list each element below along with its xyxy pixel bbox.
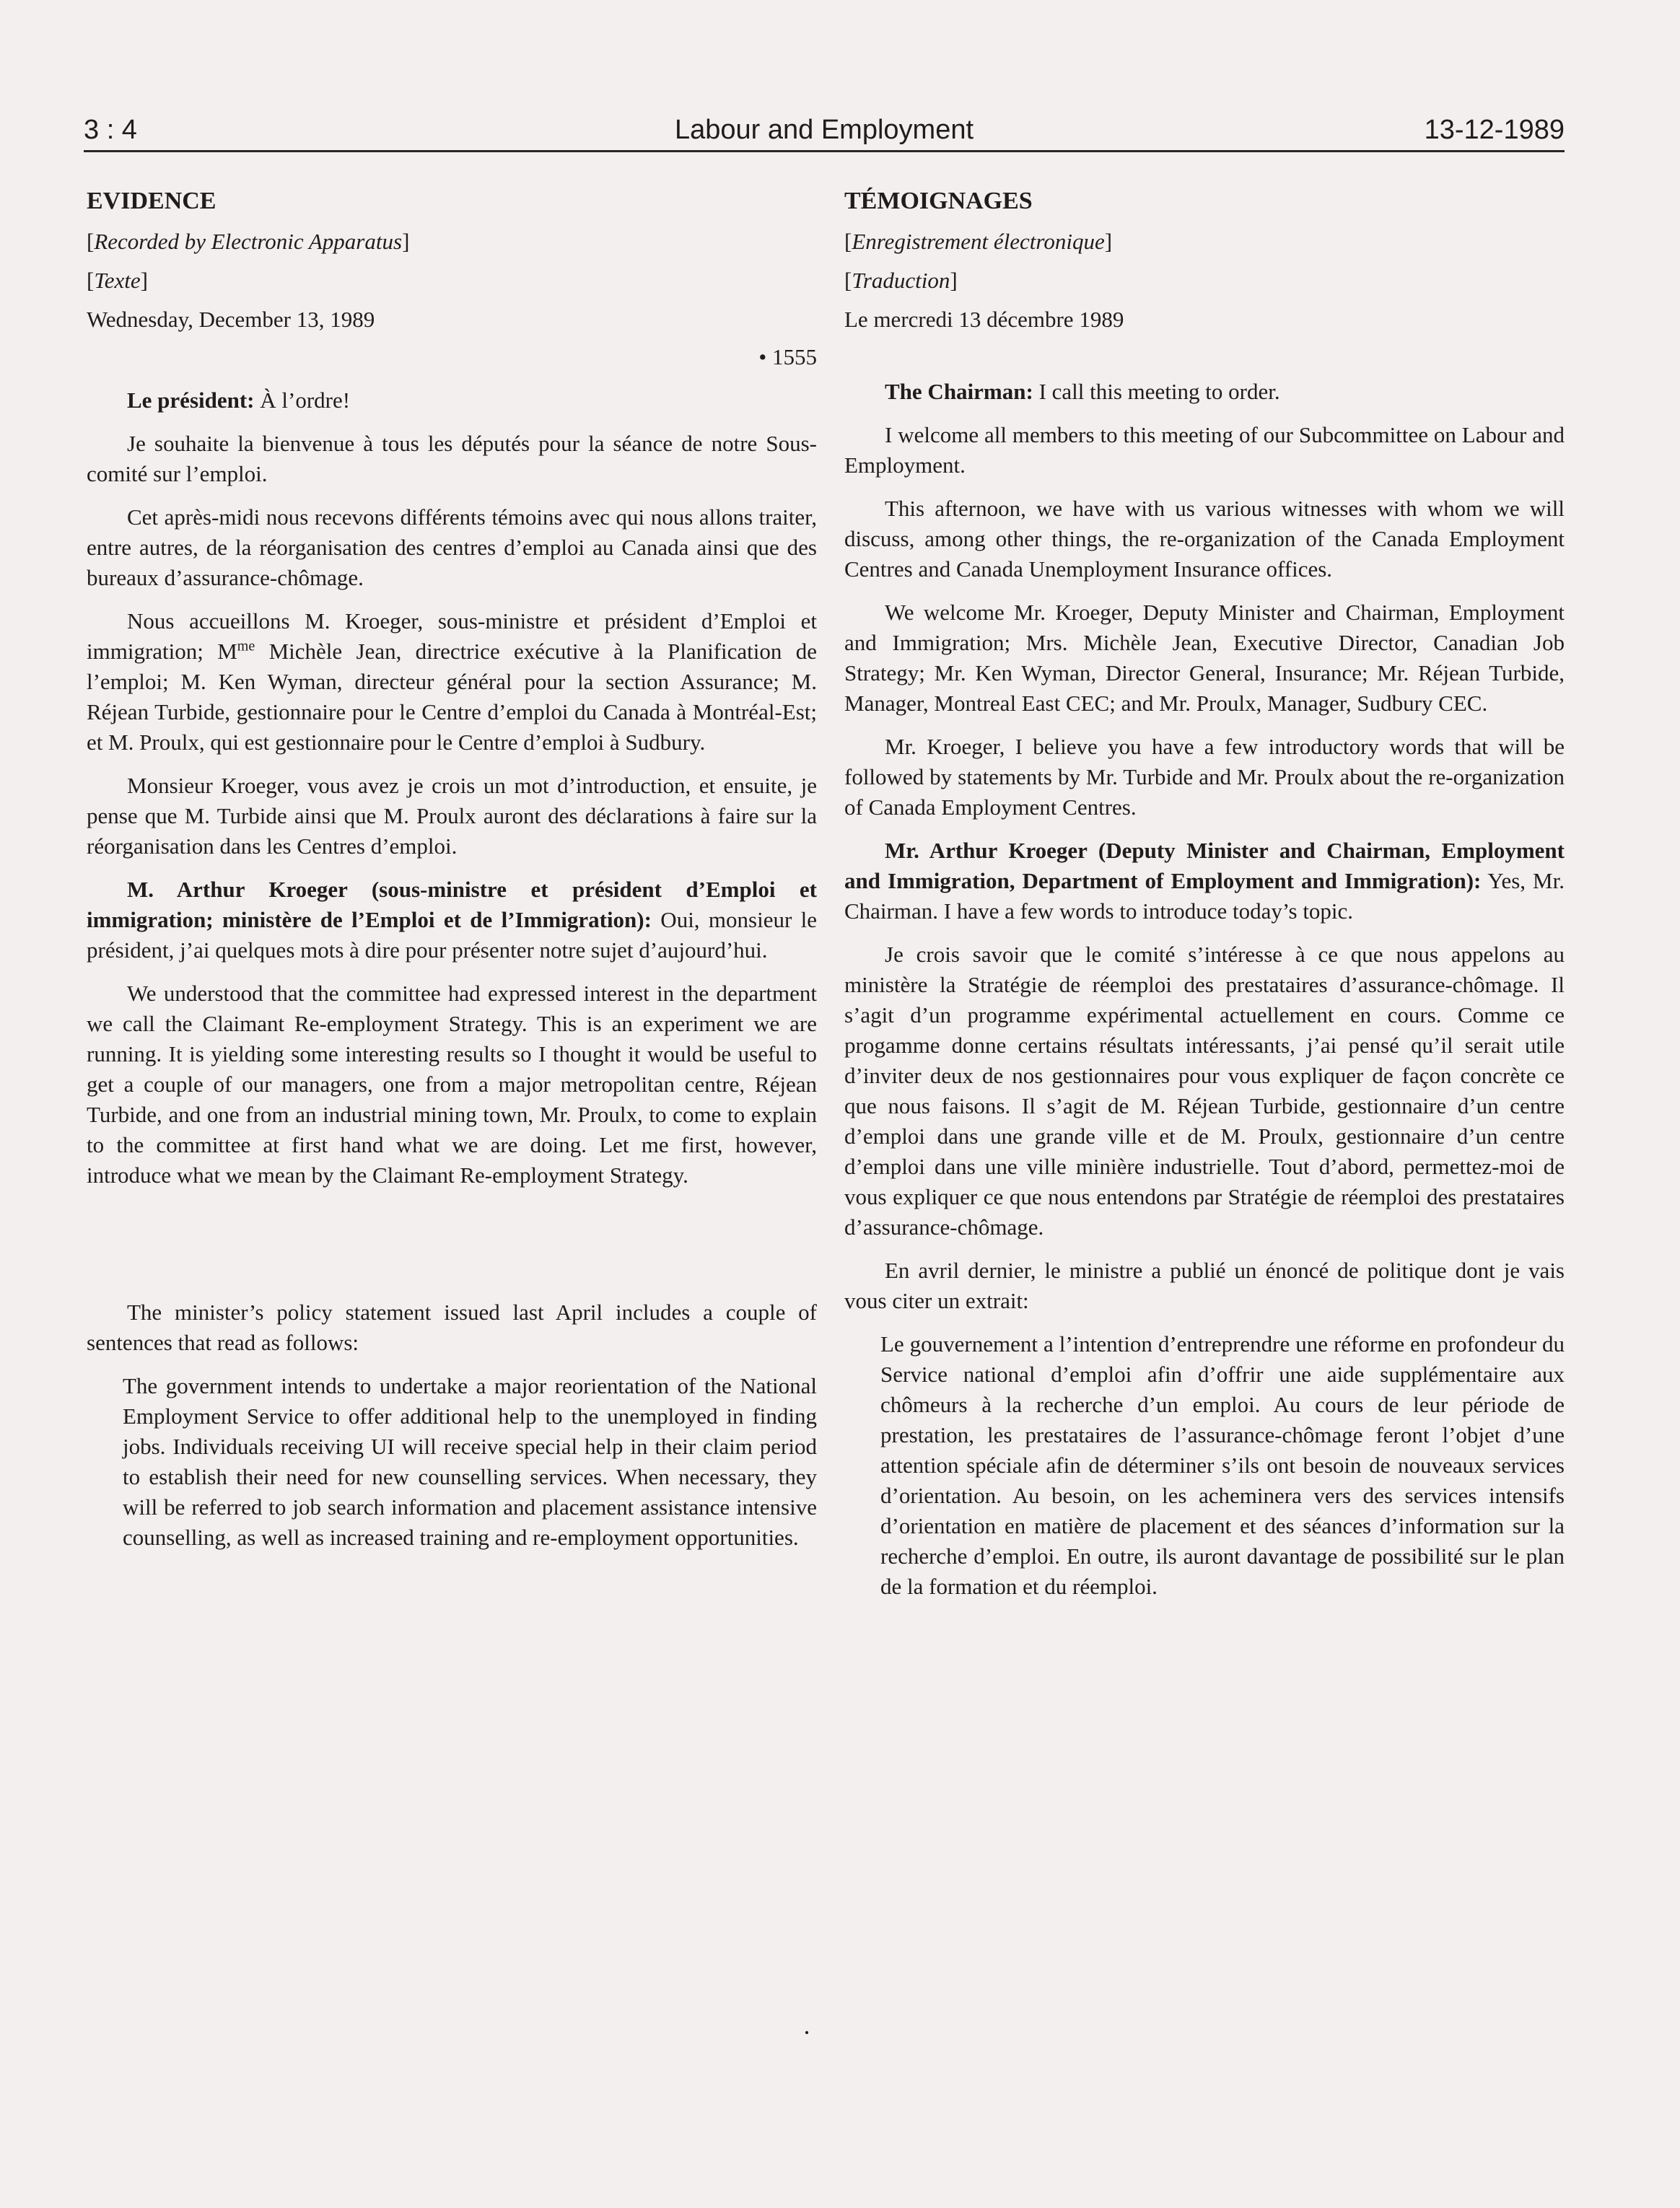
recording-note-text: Enregistrement électronique bbox=[852, 229, 1105, 254]
speech-text: Oui, monsieur le président, j’ai quelques mots à dire pour présenter notre sujet d’aujourd’hui. bbox=[87, 907, 817, 963]
timestamp: • 1555 bbox=[758, 344, 817, 369]
paragraph: En avril dernier, le ministre a publié un énoncé de politique dont je vais vous citer un extrait: bbox=[844, 1258, 1565, 1313]
paragraph: We understood that the committee had expressed interest in the department we call the Claimant Re-employment Strategy. This is an experiment we are running. It is yielding some interesting results so I thought it would be useful to get a couple of our managers, one from a major metropolitan centre, Réjean Turbide, and one from an industrial mining town, Mr. Proulx, to come to explain to the committee at first hand what we are doing. Let me first, however, introduce what we mean by the Claimant Re-employment Strategy. bbox=[87, 981, 817, 1188]
paragraph bbox=[87, 606, 817, 758]
english-column bbox=[87, 182, 817, 1553]
paragraph bbox=[844, 836, 1565, 926]
paragraph: Je souhaite la bienvenue à tous les députés pour la séance de notre Sous-comité sur l’emploi. bbox=[87, 431, 817, 486]
block-quote: The government intends to undertake a major reorientation of the National Employment Service to offer additional help to the unemployed in finding jobs. Individuals receiving UI will receive special help in their claim period to establish their need for new counselling services. When necessary, they will be referred to job search information and placement assistance intensive counselling, as well as increased training and re-employment opportunities. bbox=[123, 1373, 817, 1550]
speech-text: Nous accueillons M. Kroeger, sous-ministre et président d’Emploi et immigration; M bbox=[87, 608, 817, 664]
french-column bbox=[844, 182, 1565, 1602]
recording-note: [Recorded by Electronic Apparatus] bbox=[87, 229, 410, 254]
paragraph: Cet après-midi nous recevons différents témoins avec qui nous allons traiter, entre autres, de la réorganisation des centres d’emploi au Canada ainsi que des bureaux d’assurance-chômage. bbox=[87, 504, 817, 590]
paragraph: I welcome all members to this meeting of our Subcommittee on Labour and Employment. bbox=[844, 422, 1565, 478]
paragraph bbox=[87, 875, 817, 965]
paragraph: Je crois savoir que le comité s’intéresse à ce que nous appelons au ministère la Stratégie de réemploi des prestataires d’assurance-chômage. Il s’agit d’un programme expérimental actuellement en cours. Comme ce progamme donne certains résultats intéressants, j’ai pensé qu’il serait utile d’inviter deux de nos gestionnaires pour vous expliquer de façon concrète ce que nous faisons. Il s’agit de M. Réjean Turbide, gestionnaire d’un centre d’emploi dans une grande ville et de M. Proulx, gestionnaire d’un centre d’emploi dans une ville minière industrielle. Tout d’abord, permettez-moi de vous expliquer ce que nous entendons par Stratégie de réemploi des prestataires d’assurance-chômage. bbox=[844, 942, 1565, 1240]
speech-text: Michèle Jean, directrice exécutive à la Planification de l’emploi; M. Ken Wyman, directeur général pour la section Assurance; M. Réjean Turbide, gestionnaire pour le Centre d’emploi du Canada à Montréal-Est; et M. Proulx, qui est gestionnaire pour le Centre d’emploi à Sudbury. bbox=[87, 639, 818, 755]
speaker-label: Mr. Arthur Kroeger (Deputy Minister and Chairman, Employment and Immigration, Department of Employment and Immigration): bbox=[844, 838, 1565, 893]
speech-text: Yes, Mr. Chairman. I have a few words to introduce today’s topic. bbox=[844, 868, 1565, 924]
text-note: [Texte] bbox=[87, 268, 148, 293]
page-number: 3 : 4 bbox=[84, 115, 137, 145]
page-mark: · bbox=[802, 2018, 811, 2047]
paragraph: The minister’s policy statement issued last April includes a couple of sentences that read as follows: bbox=[87, 1300, 817, 1355]
header-title: Labour and Employment bbox=[674, 115, 974, 145]
running-header bbox=[84, 113, 1565, 152]
speech-text: À l’ordre! bbox=[260, 387, 351, 413]
speech-text: I call this meeting to order. bbox=[1033, 379, 1280, 404]
paragraph: Mr. Kroeger, I believe you have a few introductory words that will be followed by statements by Mr. Turbide and Mr. Proulx about the re-organization of Canada Employment Centres. bbox=[844, 734, 1565, 820]
text-note-label: Traduction bbox=[852, 268, 950, 293]
paragraph: This afternoon, we have with us various witnesses with whom we will discuss, among other things, the re-organization of the Canada Employment Centres and Canada Unemployment Insurance offices. bbox=[844, 496, 1565, 582]
section-title: TÉMOIGNAGES bbox=[844, 188, 1033, 214]
text-note: [Traduction] bbox=[844, 268, 958, 293]
session-date: Le mercredi 13 décembre 1989 bbox=[844, 307, 1124, 332]
block-quote: Le gouvernement a l’intention d’entreprendre une réforme en profondeur du Service national d’emploi afin d’offrir une aide supplémentaire aux chômeurs à la recherche d’un emploi. Au cours de leur période de prestation, les prestataires de l’assurance-chômage feront l’objet d’une attention spéciale afin de déterminer s’ils ont besoin de nouveaux services d’orientation. Au besoin, on les acheminera vers des services intensifs d’orientation en matière de placement et des séances d’information sur la recherche d’emploi. En outre, ils auront davantage de possibilité sur le plan de la formation et du réemploi. bbox=[880, 1331, 1565, 1599]
speaker-label: The Chairman: bbox=[885, 379, 1033, 404]
recording-note-text: Recorded by Electronic Apparatus bbox=[94, 229, 403, 254]
recording-note: [Enregistrement électronique] bbox=[844, 229, 1113, 254]
paragraph: Monsieur Kroeger, vous avez je crois un mot d’introduction, et ensuite, je pense que M. Turbide ainsi que M. Proulx auront des déclarations à faire sur la réorganisation dans les Centres d’emploi. bbox=[87, 773, 817, 859]
paragraph bbox=[844, 377, 1565, 407]
speaker-label: M. Arthur Kroeger (sous-ministre et président d’Emploi et immigration; ministère de l’Emploi et de l’Immigration): bbox=[87, 877, 817, 932]
session-date: Wednesday, December 13, 1989 bbox=[87, 307, 375, 332]
superscript: me bbox=[237, 638, 255, 654]
header-date: 13-12-1989 bbox=[1424, 115, 1565, 145]
paragraph bbox=[87, 385, 817, 416]
speaker-label: Le président: bbox=[127, 387, 255, 413]
paragraph: We welcome Mr. Kroeger, Deputy Minister and Chairman, Employment and Immigration; Mrs. Michèle Jean, Executive Director, Canadian Job Strategy; Mr. Ken Wyman, Director General, Insurance; Mr. Réjean Turbide, Manager, Montreal East CEC; and Mr. Proulx, Manager, Sudbury CEC. bbox=[844, 600, 1565, 716]
text-note-label: Texte bbox=[94, 268, 141, 293]
section-title: EVIDENCE bbox=[87, 188, 216, 214]
